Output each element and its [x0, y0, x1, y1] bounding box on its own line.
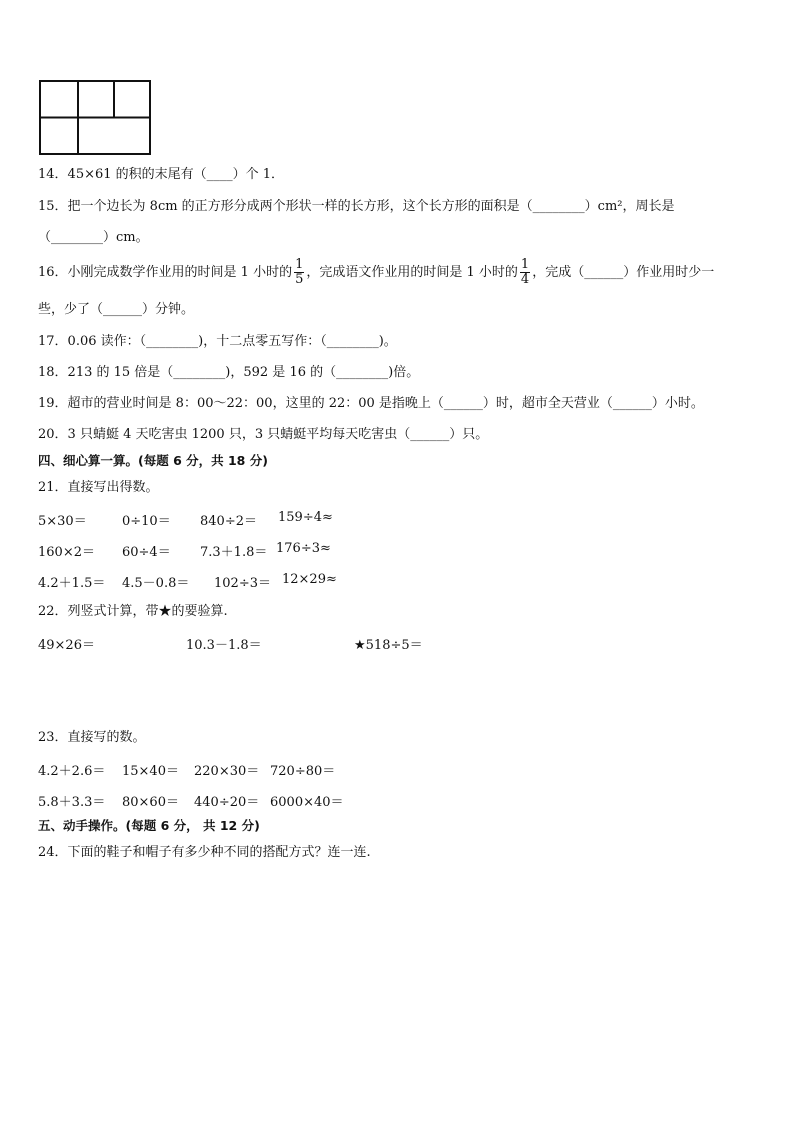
question-18: 18．213 的 15 倍是（________)，592 是 16 的（________)倍。 — [38, 365, 420, 380]
expression: 160×2＝ — [38, 545, 95, 560]
expression: 7.3＋1.8＝ — [200, 545, 268, 560]
expression: 840÷2＝ — [200, 514, 257, 529]
fraction-one-quarter: $\frac{1}{4}$ — [520, 257, 530, 287]
expression: 10.3－1.8＝ — [186, 638, 262, 653]
expression: ★518÷5＝ — [354, 638, 423, 653]
expression: 720÷80＝ — [270, 764, 336, 779]
expression: 4.5－0.8＝ — [122, 576, 190, 591]
expression: 60÷4＝ — [122, 545, 171, 560]
expression: 159÷4≈ — [278, 510, 333, 525]
expression: 15×40＝ — [122, 764, 179, 779]
question-17: 17．0.06 读作：（________)，十二点零五写作：（________)。 — [38, 334, 397, 349]
question-15-line-2: （________）cm。 — [38, 230, 149, 245]
expression: 176÷3≈ — [276, 541, 331, 556]
question-23-title: 23．直接写的数。 — [38, 730, 146, 745]
rectangle-grid-figure — [39, 80, 151, 155]
expression: 4.2＋2.6＝ — [38, 764, 106, 779]
expression: 49×26＝ — [38, 638, 95, 653]
expression: 4.2＋1.5＝ — [38, 576, 106, 591]
expression: 6000×40＝ — [270, 795, 344, 810]
expression: 440÷20＝ — [194, 795, 260, 810]
expression: 5.8＋3.3＝ — [38, 795, 106, 810]
expression: 102÷3＝ — [214, 576, 271, 591]
expression: 0÷10＝ — [122, 514, 171, 529]
question-16-line-1: 16．小刚完成数学作业用的时间是 1 小时的 $\frac{1}{5}$ ，完成语文作业用的时间是 1 小时的 $\frac{1}{4}$ ，完成（______）作业用时少一 — [38, 257, 715, 287]
expression: 5×30＝ — [38, 514, 87, 529]
section-5-heading: 五、动手操作。(每题 6 分， 共 12 分) — [38, 818, 260, 833]
expression: 80×60＝ — [122, 795, 179, 810]
question-21-title: 21．直接写出得数。 — [38, 480, 159, 495]
expression: 12×29≈ — [282, 572, 337, 587]
question-22-title: 22．列竖式计算，带★的要验算. — [38, 604, 228, 619]
question-20: 20．3 只蜻蜓 4 天吃害虫 1200 只，3 只蜻蜓平均每天吃害虫（______）只。 — [38, 427, 489, 442]
question-15-line-1: 15．把一个边长为 8cm 的正方形分成两个形状一样的长方形，这个长方形的面积是（________）cm²，周长是 — [38, 199, 675, 214]
expression: 220×30＝ — [194, 764, 260, 779]
question-24: 24．下面的鞋子和帽子有多少种不同的搭配方式？连一连. — [38, 845, 371, 860]
section-4-heading: 四、细心算一算。(每题 6 分，共 18 分) — [38, 453, 268, 468]
fraction-one-fifth: $\frac{1}{5}$ — [295, 257, 304, 287]
question-16-line-2: 些，少了（______）分钟。 — [38, 302, 195, 317]
question-14: 14．45×61 的积的末尾有（____）个 1． — [38, 167, 285, 182]
question-19: 19．超市的营业时间是 8：00～22：00，这里的 22：00 是指晚上（______）时，超市全天营业（______）小时。 — [38, 396, 704, 411]
